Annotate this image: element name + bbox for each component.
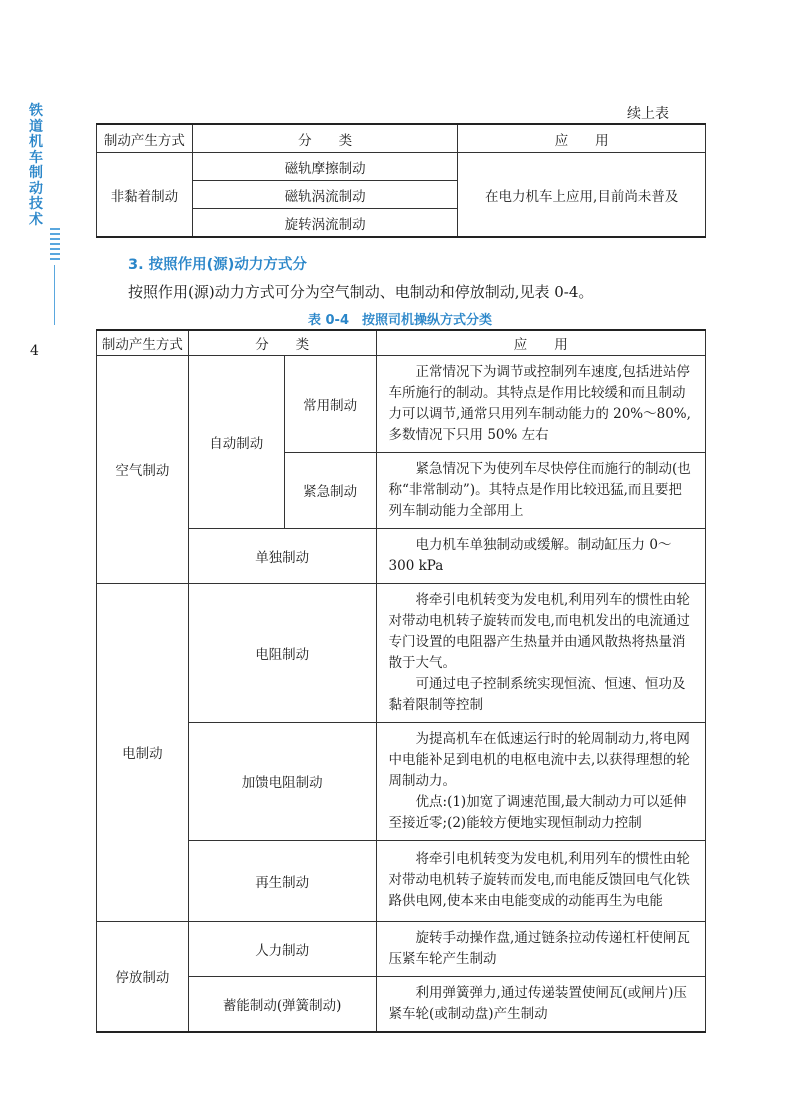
application-cell	[376, 583, 705, 722]
header-application: 应 用	[376, 330, 705, 355]
page-number: 4	[30, 343, 39, 359]
category-cell: 磁轨摩擦制动	[192, 153, 458, 181]
application-cell: 旋转手动操作盘,通过链条拉动传递杠杆使闸瓦压紧车轮产生制动	[376, 921, 705, 976]
group-cell-parking: 停放制动	[97, 921, 189, 1032]
category-cell: 常用制动	[284, 355, 376, 452]
table-0-4	[96, 329, 706, 1033]
application-cell: 正常情况下为调节或控制列车速度,包括进站停车所施行的制动。其特点是作用比较缓和而且制动力可以调节,通常只用列车制动能力的 20%～80%,多数情况下只用 50% 左右	[376, 355, 705, 452]
category-cell: 单独制动	[188, 528, 376, 583]
application-cell: 电力机车单独制动或缓解。制动缸压力 0～300 kPa	[376, 528, 705, 583]
application-cell: 将牵引电机转变为发电机,利用列车的惯性由轮对带动电机转子旋转而发电,而电能反馈回电气化铁路供电网,使本来由电能变成的动能再生为电能	[376, 840, 705, 921]
table-row	[97, 921, 706, 976]
body-paragraph: 按照作用(源)动力方式可分为空气制动、电制动和停放制动,见表 0-4。	[128, 283, 594, 301]
header-application: 应 用	[458, 124, 706, 153]
subgroup-cell-auto: 自动制动	[188, 355, 284, 528]
table-caption: 表 0-4 按照司机操纵方式分类	[307, 313, 492, 328]
category-cell: 蓄能制动(弹簧制动)	[188, 976, 376, 1032]
table-row	[97, 583, 706, 722]
category-cell: 加馈电阻制动	[188, 722, 376, 840]
application-paragraph: 为提高机车在低速运行时的轮周制动力,将电网中电能补足到电机的电枢电流中去,以获得理想的轮周制动力。	[388, 730, 690, 789]
table-row	[97, 528, 706, 583]
category-cell: 电阻制动	[188, 583, 376, 722]
table-header-row	[97, 330, 706, 355]
category-cell: 再生制动	[188, 840, 376, 921]
group-cell-electric: 电制动	[97, 583, 189, 921]
continued-table	[96, 123, 706, 238]
table-row	[97, 355, 706, 452]
application-cell: 利用弹簧弹力,通过传递装置使闸瓦(或闸片)压紧车轮(或制动盘)产生制动	[376, 976, 705, 1032]
application-paragraph: 优点:(1)加宽了调速范围,最大制动力可以延伸至接近零;(2)能较方便地实现恒制动力控制	[388, 793, 687, 831]
table-row	[97, 840, 706, 921]
table-row	[97, 153, 706, 181]
group-cell-air: 空气制动	[97, 355, 189, 583]
section-heading: 3. 按照作用(源)动力方式分	[128, 257, 307, 273]
category-cell: 紧急制动	[284, 452, 376, 528]
group-cell: 非黏着制动	[97, 153, 193, 238]
category-cell: 人力制动	[188, 921, 376, 976]
category-cell: 磁轨涡流制动	[192, 181, 458, 209]
application-cell: 在电力机车上应用,目前尚未普及	[458, 153, 706, 238]
application-cell: 紧急情况下为使列车尽快停住而施行的制动(也称“非常制动”)。其特点是作用比较迅猛,而且要把列车制动能力全部用上	[376, 452, 705, 528]
header-category: 分 类	[192, 124, 458, 153]
table-row	[97, 722, 706, 840]
application-cell	[376, 722, 705, 840]
category-cell: 旋转涡流制动	[192, 209, 458, 238]
header-method: 制动产生方式	[97, 330, 189, 355]
application-paragraph: 可通过电子控制系统实现恒流、恒速、恒功及黏着限制等控制	[388, 675, 686, 713]
table-row	[97, 976, 706, 1032]
sidebar-decoration	[50, 228, 60, 263]
application-paragraph: 将牵引电机转变为发电机,利用列车的惯性由轮对带动电机转子旋转而发电,而电机发出的电流通过专门设置的电阻器产生热量并由通风散热将热量消散于大气。	[388, 591, 690, 671]
header-method: 制动产生方式	[97, 124, 193, 153]
continued-label: 续上表	[627, 106, 669, 122]
table-header-row	[97, 124, 706, 153]
header-category: 分 类	[188, 330, 376, 355]
sidebar-book-title: 铁道机车制动技术	[29, 103, 43, 228]
